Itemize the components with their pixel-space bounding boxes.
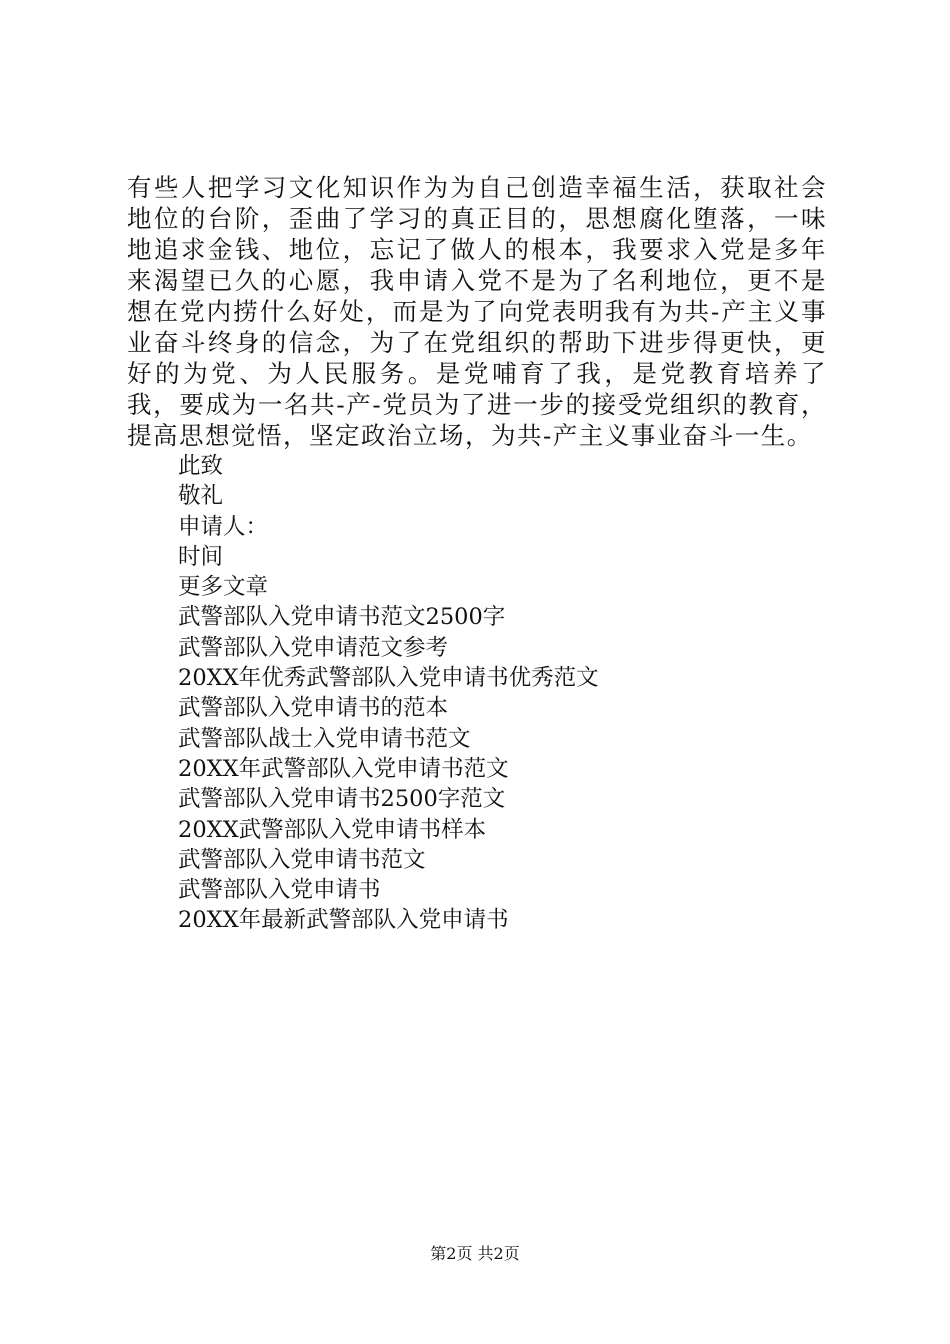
article-link[interactable]: 20XX年武警部队入党申请书范文 [178, 755, 509, 782]
applicant-line: 申请人： [178, 513, 269, 540]
article-link[interactable]: 武警部队入党申请书2500字范文 [178, 786, 506, 813]
salutation-line-2: 敬礼 [178, 483, 224, 510]
article-link[interactable]: 武警部队入党申请书范文 [178, 846, 426, 873]
article-link[interactable]: 20XX年最新武警部队入党申请书 [178, 907, 509, 934]
article-link[interactable]: 武警部队入党申请书 [178, 877, 381, 904]
time-line: 时间 [178, 543, 224, 570]
article-link[interactable]: 20XX武警部队入党申请书样本 [178, 816, 487, 843]
page-footer: 第2页 共2页 [430, 1244, 520, 1263]
article-link[interactable]: 20XX年优秀武警部队入党申请书优秀范文 [178, 665, 599, 692]
article-link[interactable]: 武警部队战士入党申请书范文 [178, 725, 471, 752]
salutation-line-1: 此致 [178, 453, 224, 479]
article-link[interactable]: 武警部队入党申请书的范本 [178, 695, 449, 722]
article-link[interactable]: 武警部队入党申请书范文2500字 [178, 604, 506, 631]
more-articles-heading: 更多文章 [178, 574, 269, 601]
body-paragraph: 有些人把学习文化知识作为为自己创造幸福生活，获取社会地位的台阶，歪曲了学习的真正目的，思想腐化堕落，一味地追求金钱、地位，忘记了做人的根本，我要求入党是多年来渴望已久的心愿，我申请入党不是为了名利地位，更不是想在党内捞什么好处，而是为了向党表明我有为共-产主义事业奋斗终身的信念，为了在党组织的帮助下进步得更快，更好的为党、为人民服务。是党哺育了我，是党教育培养了我，要成为一名共-产-党员为了进一步的接受党组织的教育，提高思想觉悟，坚定政治立场，为共-产主义事业奋斗一生。 [127, 173, 827, 450]
article-link[interactable]: 武警部队入党申请范文参考 [178, 634, 449, 661]
closing-and-links [178, 451, 599, 936]
